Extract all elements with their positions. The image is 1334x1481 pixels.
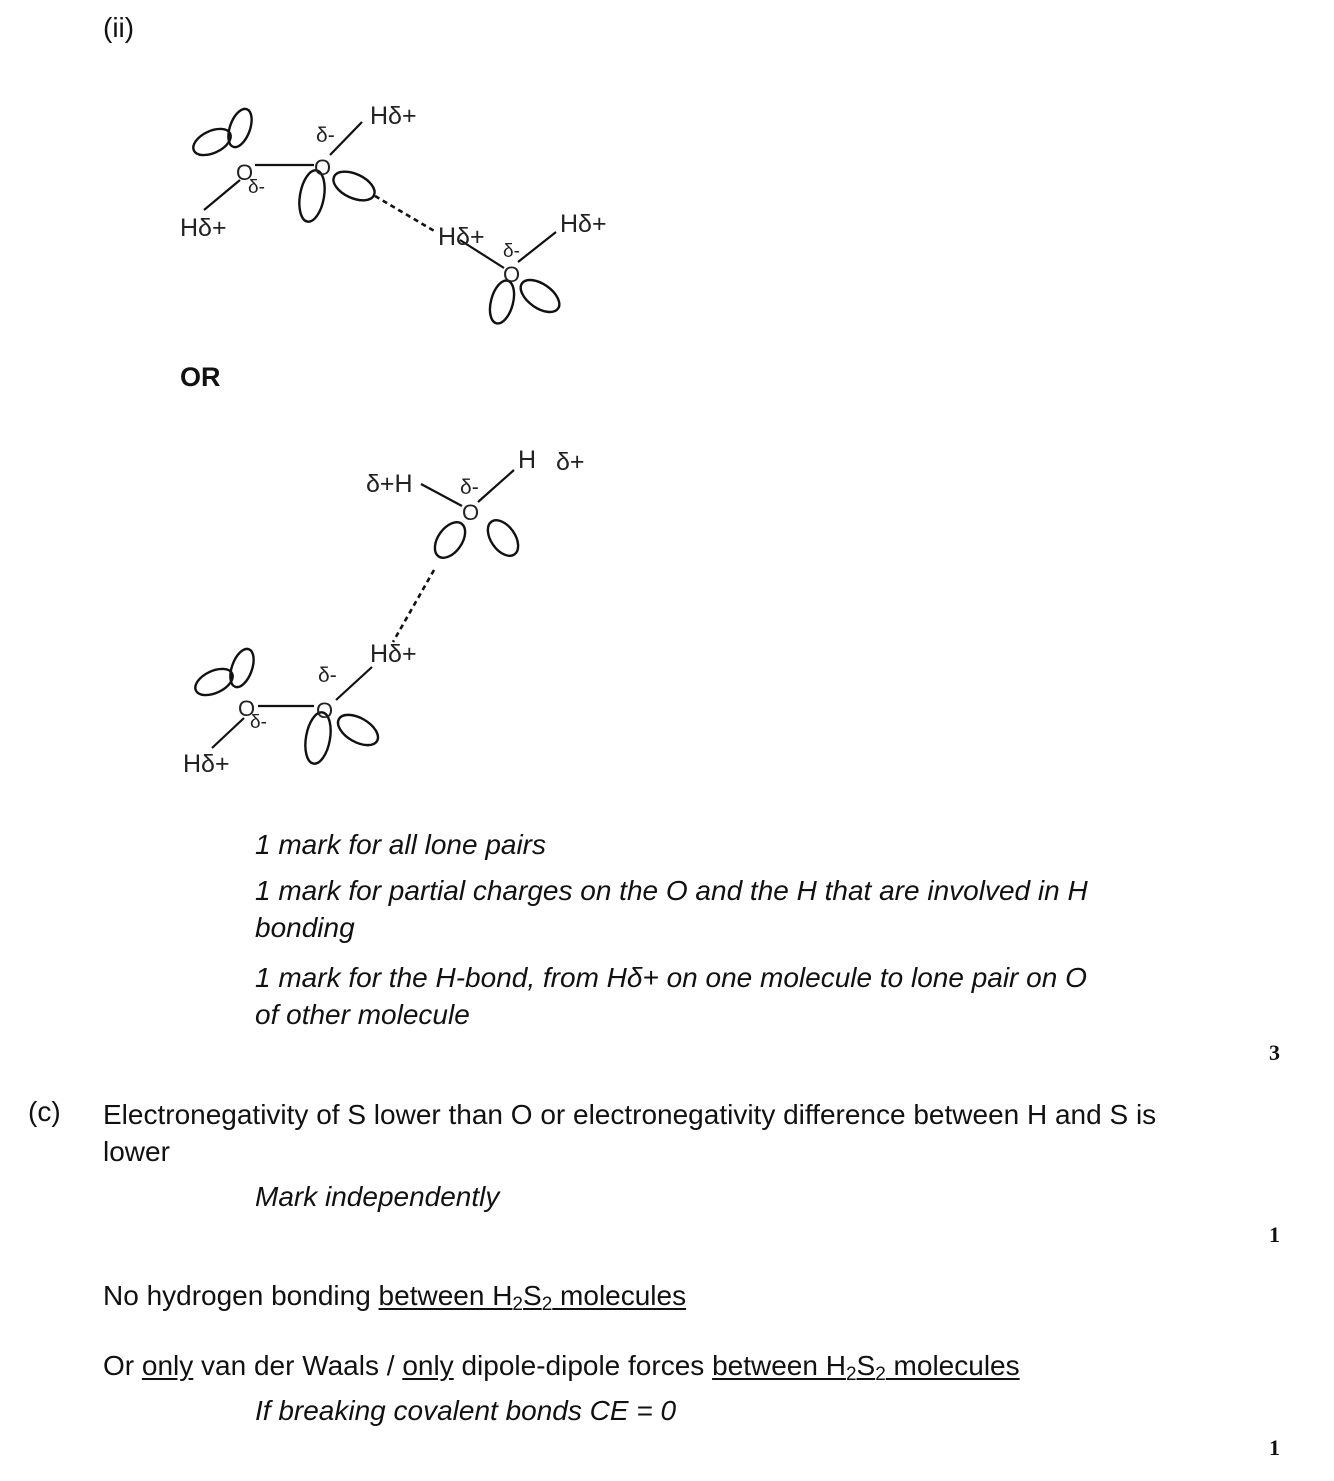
label-o-top: O — [462, 500, 480, 525]
text-segment: No hydrogen bonding — [103, 1280, 379, 1311]
text-segment: between H — [712, 1350, 846, 1381]
underlined-text — [378, 1280, 687, 1315]
label-o1: O — [238, 696, 256, 721]
label-h-bond: Hδ+ — [370, 640, 417, 668]
label-delta-otop: δ- — [460, 476, 479, 499]
label-h-left: Hδ+ — [180, 214, 227, 242]
note-h-bond-1: 1 mark for the H-bond, from Hδ+ on one molecule to lone pair on O — [255, 962, 1087, 993]
text-segment: S — [856, 1350, 876, 1381]
hydrogen-bond-diagram-1 — [150, 85, 630, 345]
label-h-topleft: δ+H — [366, 470, 413, 498]
bond-h-right — [518, 232, 556, 262]
label-o2: O — [316, 698, 334, 723]
text-segment: molecules — [552, 1280, 687, 1311]
text-segment: molecules — [885, 1350, 1020, 1381]
bond-h-left — [212, 718, 244, 748]
note-h-bond-2: of other molecule — [255, 999, 470, 1030]
subscript: 2 — [875, 1364, 886, 1385]
text-segment: Or — [103, 1350, 142, 1381]
answer-electronegativity-2: lower — [103, 1136, 170, 1167]
lone-pair-lobe — [226, 646, 258, 690]
label-h-topright: H — [518, 446, 537, 474]
subscript: 2 — [845, 1364, 857, 1385]
bond-h-left — [204, 180, 240, 210]
part-label-ii: (ii) — [103, 12, 135, 43]
part-label-c: (c) — [28, 1096, 61, 1127]
label-o2: O — [314, 155, 332, 180]
lone-pair-lobe — [333, 709, 383, 752]
label-delta-o3: δ- — [503, 241, 520, 262]
answer-van-der-waals — [103, 1347, 1020, 1384]
text-segment: van der Waals / — [193, 1350, 403, 1381]
lone-pair-lobe — [329, 166, 379, 206]
bond-h-topright — [478, 470, 514, 502]
label-h-topright-charge: δ+ — [556, 448, 585, 476]
label-h-right: Hδ+ — [560, 210, 607, 238]
lone-pair-lobe — [515, 274, 565, 319]
label-h-bond: Hδ+ — [438, 223, 485, 251]
subscript: 2 — [541, 1294, 553, 1315]
answer-no-hydrogen-bonding — [103, 1277, 686, 1314]
text-segment: dipole-dipole forces — [453, 1350, 713, 1381]
bond-h-top — [330, 122, 362, 155]
mark-value: 1 — [1269, 1222, 1280, 1247]
hydrogen-bond-diagram-2 — [160, 440, 620, 790]
mark-value: 1 — [1269, 1435, 1280, 1460]
lone-pair-lobe — [224, 106, 256, 150]
label-o1: O — [236, 160, 254, 185]
label-delta-o1: δ- — [248, 177, 265, 198]
label-delta-o2: δ- — [318, 664, 337, 687]
label-o3: O — [503, 262, 521, 287]
note-lone-pairs: 1 mark for all lone pairs — [255, 829, 547, 860]
lone-pair-lobe — [482, 515, 525, 562]
underlined-text: only — [141, 1350, 194, 1381]
underlined-text: only — [402, 1350, 454, 1381]
note-partial-charges-2: bonding — [255, 912, 355, 943]
underlined-text — [712, 1350, 1020, 1385]
note-covalent-bonds: If breaking covalent bonds CE = 0 — [255, 1395, 677, 1426]
label-h-top: Hδ+ — [370, 102, 417, 130]
bond-h-bond — [336, 667, 372, 700]
hydrogen-bond-dashed — [393, 570, 434, 642]
label-delta-o1: δ- — [250, 712, 267, 733]
subscript: 2 — [512, 1294, 523, 1315]
note-partial-charges-1: 1 mark for partial charges on the O and the H that are involved in H — [255, 875, 1088, 906]
note-mark-independently: Mark independently — [255, 1181, 500, 1212]
label-delta-o2: δ- — [316, 124, 335, 147]
mark-value: 3 — [1269, 1040, 1280, 1065]
text-segment: S — [523, 1280, 542, 1311]
or-label: OR — [180, 362, 221, 392]
bond-h-topleft — [421, 484, 462, 506]
text-segment: between H — [378, 1280, 513, 1311]
answer-electronegativity-1: Electronegativity of S lower than O or electronegativity difference between H and S is — [103, 1099, 1157, 1130]
hydrogen-bond-dashed — [375, 196, 436, 232]
label-h-left: Hδ+ — [183, 750, 230, 778]
